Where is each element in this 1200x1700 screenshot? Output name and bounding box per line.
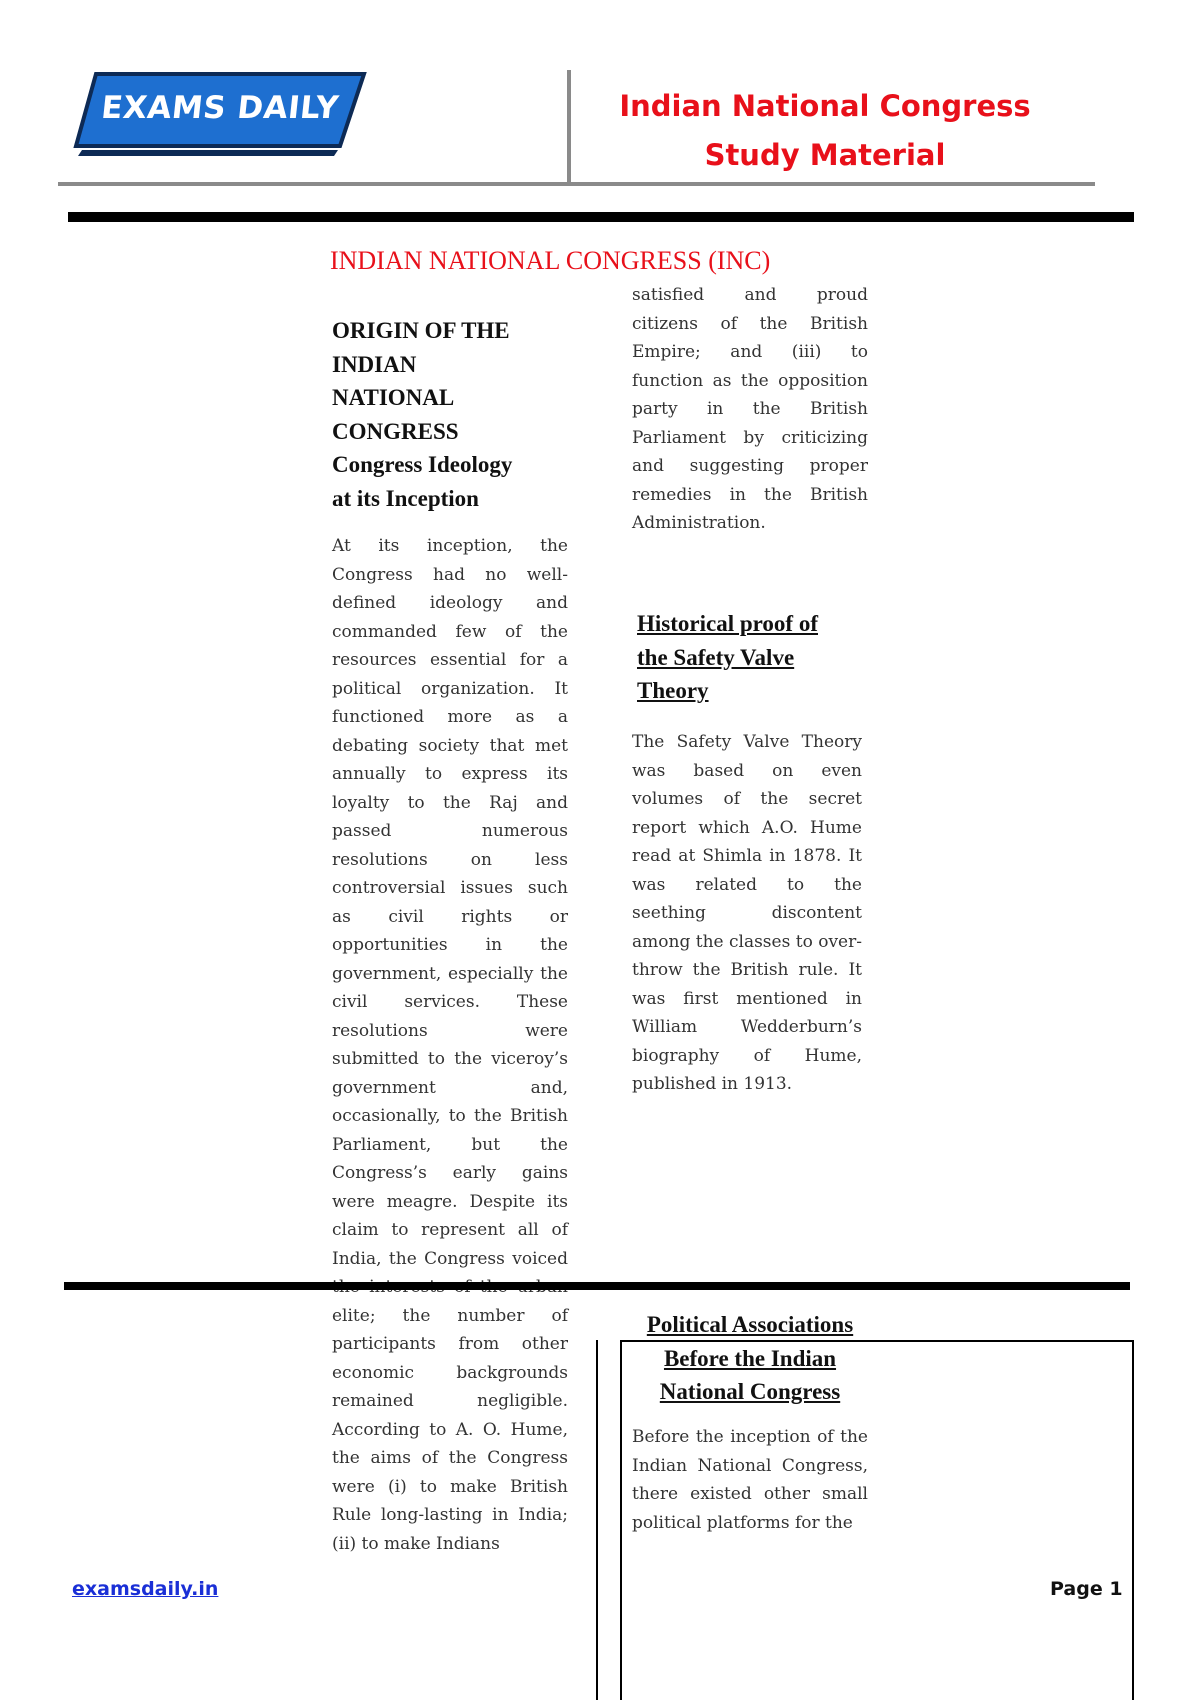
origin-heading: ORIGIN OF THE INDIAN NATIONAL CONGRESS Congress Ideology at its Inception <box>332 314 572 515</box>
ideology-body: At its inception, the Congress had no well-defined ideology and commanded few of the resources essential for a political organization. It functioned more as a debating society that met annually to express its loyalty to the Raj and passed numerous resolutions on less controversial issues such as civil rights or opportunities in the government, especially the civil services. These resolutions were submitted to the viceroy’s government and, occasionally, to the British Parliament, but the Congress’s early gains were meagre. Despite its claim to represent all of India, the Congress voiced elite; the number of participants from other economic backgrounds remained negligible. According to A. O. Hume, the aims of the Congress were (i) to make British Rule long-lasting in India; (ii) to make Indians <box>332 536 568 1554</box>
middle-rule <box>64 1282 1130 1290</box>
safety-valve-heading: Historical proof of the Safety Valve Theory <box>637 611 818 703</box>
footer-site-link[interactable]: examsdaily.in <box>72 1578 219 1600</box>
page-number: Page 1 <box>1050 1578 1123 1600</box>
main-title: INDIAN NATIONAL CONGRESS (INC) <box>330 246 771 275</box>
examsdaily-logo <box>68 66 368 156</box>
header-divider-horizontal <box>58 182 1095 186</box>
safety-valve-body: The Safety Valve Theory was based on even volumes of the secret report which A.O. Hume read at Shimla in 1878. It was related to the seething discontent among the classes to over-throw the British rule. It was first mentioned in William Wedderburn’s biography of Hume, published in 1913. <box>632 732 862 1094</box>
column-divider <box>596 1340 598 1700</box>
document-title <box>600 82 1050 180</box>
associations-heading: Political Associations Before the Indian National Congress <box>646 1312 854 1404</box>
ideology-continuation: satisfied and proud citizens of the British Empire; and (iii) to function as the opposition party in the British Parliament by criticizing and suggesting proper remedies in the British Administration. <box>632 285 868 533</box>
associations-body: Before the inception of the Indian National Congress, there existed other small political platforms for the <box>632 1427 868 1533</box>
document-title-line2: Study Material <box>704 138 946 172</box>
header-divider-vertical <box>567 70 571 182</box>
top-rule <box>68 212 1134 222</box>
logo-text: EXAMS DAILY <box>99 90 341 126</box>
document-title-line1: Indian National Congress <box>619 89 1031 123</box>
ideology-subheading-line2: at its Inception <box>332 485 479 511</box>
ideology-subheading-line1: Congress Ideology <box>332 452 513 477</box>
